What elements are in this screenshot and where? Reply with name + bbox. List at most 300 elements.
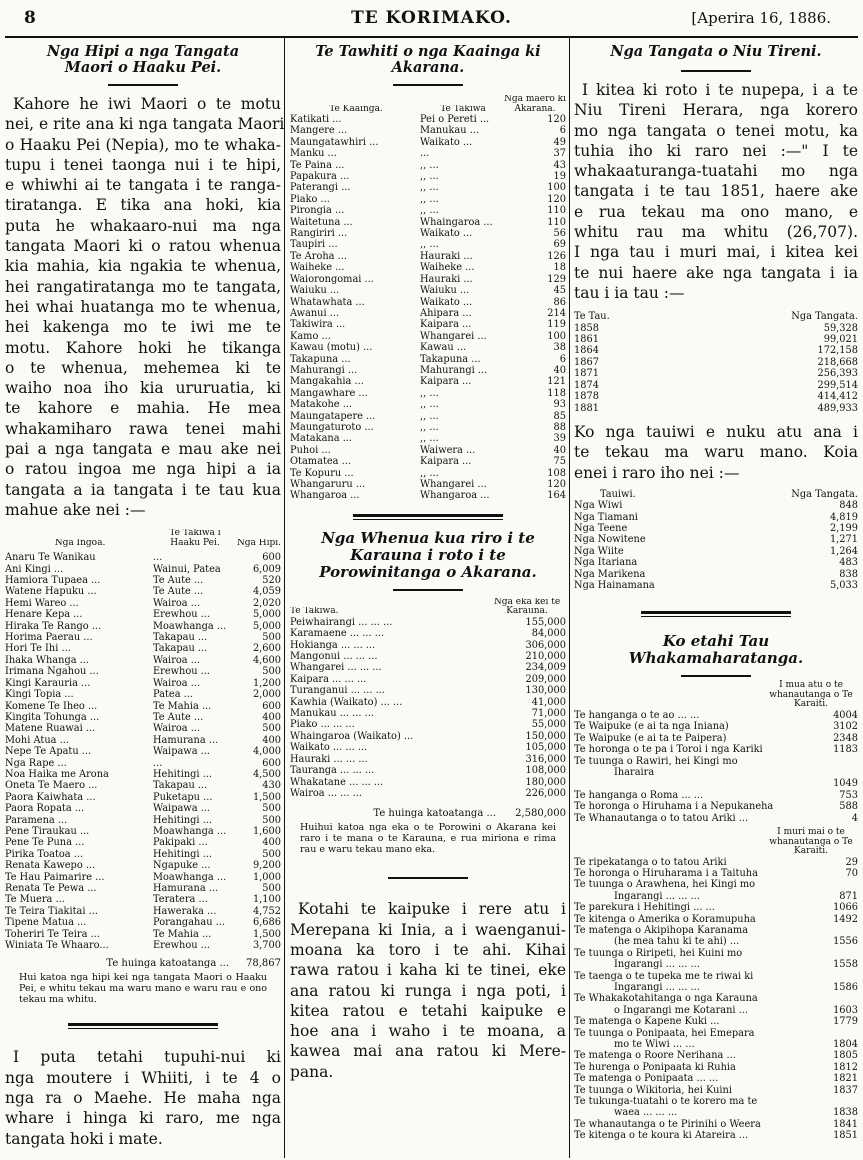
cell-name: Te tuunga o Wikitoria, hei Kuini bbox=[574, 1084, 732, 1096]
intro-line: Kahore he iwi Maori o te motu bbox=[13, 95, 281, 113]
crown-land-note: Huihui katoa nga eka o te Porowini o Akarana kei raro i te mana o te Karauna, e rua miriona e rima rau e waru tekau mano eka. bbox=[300, 822, 556, 856]
cell-name: Te horonga o Hiruharama i a Taituha bbox=[574, 867, 758, 879]
cell-name: Pene Tiraukau ... bbox=[5, 825, 90, 837]
intro-line: o te whenua, mehemea ki te bbox=[5, 358, 281, 377]
intro-line: I nga tau i muri mai, i kitea kei bbox=[574, 243, 858, 262]
cell-name: Nga Tiamani bbox=[574, 511, 638, 523]
cell-count: 6,009 bbox=[252, 563, 281, 575]
cell-place: Whaingaroa ... bbox=[420, 216, 493, 228]
before-christ-table bbox=[574, 710, 858, 824]
cell-count: 129 bbox=[547, 273, 566, 285]
cell-name: Hamiora Tupaea ... bbox=[5, 575, 101, 587]
table-row bbox=[290, 388, 566, 399]
cell-count: 500 bbox=[262, 632, 281, 644]
cell-place: Te Mahia ... bbox=[153, 928, 212, 940]
table-row bbox=[5, 837, 281, 848]
table-row bbox=[5, 678, 281, 689]
cell-name: Te matenga o Kapene Kuki ... bbox=[574, 1016, 720, 1028]
cell-place: Hehitingi ... bbox=[153, 814, 213, 826]
table-row bbox=[574, 1085, 858, 1096]
cell-count: 210,000 bbox=[525, 651, 566, 663]
table-row bbox=[574, 925, 858, 936]
cell-name: Kingi Topia ... bbox=[5, 689, 74, 701]
cell-count: 18 bbox=[553, 262, 566, 274]
table-row bbox=[574, 1073, 858, 1084]
intro-line: tangata Maori ki o ratou whenua bbox=[5, 237, 281, 256]
intro-line: te nui haere ake nga tangata i ia bbox=[574, 263, 858, 282]
total-label: Te huinga katoatanga ... bbox=[373, 808, 496, 820]
paragraph-line: tangata hoki i mate. bbox=[5, 1129, 163, 1148]
table-row bbox=[574, 391, 858, 402]
cell-count: 121 bbox=[547, 376, 566, 388]
cell-name: Paora Ropata ... bbox=[5, 803, 85, 815]
table-row bbox=[290, 433, 566, 444]
cell-name: Nga Rape ... bbox=[5, 757, 67, 769]
table-row bbox=[574, 345, 858, 356]
table-row bbox=[290, 490, 566, 501]
table-row bbox=[574, 1028, 858, 1039]
cell-name: Kawau (motu) ... bbox=[290, 342, 373, 354]
cell-count: 120 bbox=[547, 193, 566, 205]
intro-line: tangata a ia tangata i te tau kua bbox=[5, 480, 281, 499]
cell-count: 100 bbox=[547, 330, 566, 342]
cell-name: Mangawhare ... bbox=[290, 387, 368, 399]
cell-count: 155,000 bbox=[525, 616, 566, 628]
table-row bbox=[290, 422, 566, 433]
after-christ-header: I muri mai o te whanautanga o Te Karaiti. bbox=[769, 827, 853, 857]
cell-count: 1812 bbox=[833, 1061, 858, 1073]
heading-rule bbox=[108, 84, 178, 86]
cell-place: Moawhanga ... bbox=[153, 871, 227, 883]
cell-place: Puketapu ... bbox=[153, 791, 213, 803]
cell-place: Waikato ... bbox=[420, 296, 473, 308]
table-row bbox=[574, 1005, 858, 1016]
cell-name: Te hanganga o te ao ... ... bbox=[574, 709, 700, 721]
cell-name: Tauranga ... ... ... bbox=[290, 765, 375, 777]
cell-count bbox=[822, 1096, 858, 1107]
cell-count: 500 bbox=[262, 848, 281, 860]
cell-name: Te Aroha ... bbox=[290, 250, 347, 262]
cell-count: 2,600 bbox=[252, 643, 281, 655]
cell-count bbox=[822, 948, 858, 959]
table-row bbox=[290, 228, 566, 239]
cell-name: Te whanautanga o te Pirinihi o Weera bbox=[574, 1118, 761, 1130]
foreigners-intro bbox=[574, 422, 858, 483]
intro-line: tangata i te tau 1851, haere ake bbox=[574, 182, 858, 201]
cell-count: 753 bbox=[839, 789, 858, 801]
cell-count: 2348 bbox=[833, 732, 858, 744]
table-row bbox=[290, 194, 566, 205]
table-row bbox=[290, 411, 566, 422]
dates-heading: Ko etahi Tau Whakamaharatanga. bbox=[628, 632, 804, 668]
cell-place: Manukau ... bbox=[420, 125, 480, 137]
cell-place: Te Aute ... bbox=[153, 575, 204, 587]
cell-place: Kaipara ... bbox=[420, 319, 472, 331]
total-label: Te huinga katoatanga ... bbox=[106, 958, 229, 970]
cell-count: 1804 bbox=[833, 1039, 858, 1051]
cell-place: ,, ... bbox=[420, 159, 439, 171]
cell-place: Waiuku ... bbox=[420, 285, 470, 297]
header-year: Te Tau. bbox=[574, 311, 610, 323]
intro-line: mo nga tangata o tenei motu, ka bbox=[574, 121, 858, 140]
cell-name: mo te Wiwi ... ... bbox=[614, 1039, 695, 1051]
cell-name: Ingarangi ... ... ... bbox=[614, 982, 700, 993]
table-row bbox=[574, 1119, 858, 1130]
cell-count: 2,020 bbox=[252, 597, 281, 609]
table-row bbox=[5, 712, 281, 723]
cell-count: 1851 bbox=[833, 1130, 858, 1142]
cell-count: 45 bbox=[553, 285, 566, 297]
table-row bbox=[5, 894, 281, 905]
table-row bbox=[290, 685, 566, 696]
cell-name: Te horonga o Hiruhama i a Nepukaneha bbox=[574, 801, 774, 813]
cell-name: Te tukunga-tuatahi o te korero ma te bbox=[574, 1096, 758, 1108]
distance-article-heading: Te Tawhiti o nga Kaainga ki Akarana. bbox=[315, 43, 541, 76]
cell-place: Teratera ... bbox=[153, 894, 208, 906]
table-row bbox=[290, 674, 566, 685]
cell-name: Nepe Te Apatu ... bbox=[5, 746, 92, 758]
cell-place: Waiheke ... bbox=[420, 262, 475, 274]
cell-count: 40 bbox=[553, 444, 566, 456]
cell-name: Paora Kaiwhata ... bbox=[5, 791, 96, 803]
table-row bbox=[5, 575, 281, 586]
cell-name: Mangonui ... ... ... bbox=[290, 651, 378, 663]
table-row bbox=[574, 380, 858, 391]
cell-place: Kaipara ... bbox=[420, 456, 472, 468]
table-row bbox=[290, 651, 566, 662]
table-row bbox=[574, 1107, 858, 1118]
cell-name: Te Waipuke (e ai ta nga Iniana) bbox=[574, 721, 729, 733]
intro-line: kia mahia, kia ngakia te whenua, bbox=[5, 257, 281, 276]
table-row bbox=[5, 803, 281, 814]
intro-line: tupu i tenei taonga nui i te hipi, bbox=[5, 155, 281, 174]
cell-name: Pirongia ... bbox=[290, 205, 345, 217]
table-row bbox=[574, 557, 858, 568]
cell-count: 4,500 bbox=[252, 768, 281, 780]
cell-count: 108 bbox=[547, 467, 566, 479]
cell-count: 43 bbox=[553, 159, 566, 171]
table-row bbox=[574, 1039, 858, 1050]
table-row bbox=[290, 765, 566, 776]
header-name: Nga Ingoa. bbox=[54, 538, 106, 548]
intro-line: puta he whakaaro-nui ma nga bbox=[5, 216, 281, 235]
paragraph-line: Kotahi te kaipuke i rere atu i bbox=[298, 900, 566, 919]
cell-count: 4,752 bbox=[252, 905, 281, 917]
cell-name: 1864 bbox=[574, 345, 599, 357]
cell-name: Nga Wiwi bbox=[574, 500, 623, 512]
sheep-article-heading: Nga Hipi a nga Tangata Maori o Haaku Pei. bbox=[46, 43, 240, 76]
table-row bbox=[5, 666, 281, 677]
cell-count: 110 bbox=[547, 216, 566, 228]
cell-place: Hamurana ... bbox=[153, 883, 219, 895]
cell-name: Te matenga o Roore Nerihana ... bbox=[574, 1050, 736, 1062]
paragraph-line: nga ra o Maehe. He maha nga bbox=[5, 1089, 281, 1108]
cell-count: 234,009 bbox=[525, 662, 566, 674]
cell-name: Matakohe ... bbox=[290, 399, 353, 411]
table-row bbox=[290, 137, 566, 148]
total-value: 2,580,000 bbox=[515, 808, 566, 820]
cell-count: 5,000 bbox=[252, 609, 281, 621]
cell-count: 500 bbox=[262, 666, 281, 678]
cell-count: 1492 bbox=[833, 913, 858, 925]
cell-name: Henare Kepa ... bbox=[5, 609, 83, 621]
cell-name: Paterangi ... bbox=[290, 182, 351, 194]
cell-name: Mohi Atua ... bbox=[5, 734, 69, 746]
cell-count: 520 bbox=[262, 575, 281, 587]
cell-count: 75 bbox=[553, 456, 566, 468]
cell-count: 600 bbox=[262, 552, 281, 564]
cell-count: 1558 bbox=[833, 959, 858, 971]
cell-count: 6 bbox=[559, 125, 566, 137]
table-row bbox=[574, 982, 858, 993]
distance-table bbox=[290, 114, 566, 502]
cell-count: 120 bbox=[547, 479, 566, 490]
column-2 bbox=[290, 40, 566, 1082]
table-row bbox=[574, 1062, 858, 1073]
cell-name: Peiwhairangi ... ... ... bbox=[290, 616, 393, 628]
header-count: Nga Tangata. bbox=[791, 488, 858, 500]
cell-count: 126 bbox=[547, 250, 566, 262]
table-row bbox=[574, 891, 858, 902]
cell-count bbox=[822, 925, 858, 936]
sheep-article-intro bbox=[5, 94, 285, 520]
population-heading: Nga Tangata o Niu Tireni. bbox=[610, 43, 822, 60]
table-row bbox=[290, 617, 566, 628]
cell-count bbox=[822, 971, 858, 982]
table-row bbox=[5, 883, 281, 894]
cell-place: Takapau ... bbox=[153, 632, 208, 644]
cell-place: Waipawa ... bbox=[153, 803, 210, 815]
table-row bbox=[290, 274, 566, 285]
cell-place: Ahipara ... bbox=[420, 307, 472, 319]
table-row bbox=[290, 788, 566, 799]
intro-line: tau i ia tau :— bbox=[574, 283, 685, 302]
cell-name: Komene Te Iheo ... bbox=[5, 700, 98, 712]
paragraph-line: nga moutere i Whiiti, i te 4 o bbox=[5, 1068, 281, 1087]
cell-count: 5,033 bbox=[829, 580, 858, 592]
paragraph-line: kitea ratou e tetahi kaipuke e bbox=[290, 1001, 566, 1020]
cell-count: 1841 bbox=[833, 1118, 858, 1130]
cell-name: Matakana ... bbox=[290, 433, 353, 445]
table-row bbox=[290, 708, 566, 719]
intro-line: waiho noa iho kia ururuatia, ki bbox=[5, 379, 281, 398]
cell-name: Waiheke ... bbox=[290, 262, 345, 274]
cell-count: 838 bbox=[839, 568, 858, 580]
cell-place: Mahurangi ... bbox=[420, 364, 488, 376]
table-row bbox=[5, 735, 281, 746]
intro-line: whakaaturanga-tuatahi mo nga bbox=[574, 162, 858, 181]
intro-line: pai a nga tangata e mau ake nei bbox=[5, 440, 281, 459]
cell-count: 100 bbox=[547, 182, 566, 194]
cell-name: Papakura ... bbox=[290, 171, 350, 183]
cell-count: 400 bbox=[262, 734, 281, 746]
cell-name: Nga Hainamana bbox=[574, 580, 655, 592]
table-row bbox=[290, 731, 566, 742]
cell-count: 4004 bbox=[833, 709, 858, 721]
cell-count: 108,000 bbox=[525, 765, 566, 777]
table-row bbox=[574, 710, 858, 721]
cell-count: 93 bbox=[553, 399, 566, 411]
intro-line: I kitea ki roto i te nupepa, i a te bbox=[582, 81, 858, 99]
cell-count: 1,000 bbox=[252, 871, 281, 883]
cell-name: Te hurenga o Ponipaata ki Ruhia bbox=[574, 1061, 736, 1073]
cell-place: Whangarei ... bbox=[420, 330, 487, 342]
cell-name: Te matenga o Akipihopa Karanama bbox=[574, 924, 749, 936]
cell-name: 1871 bbox=[574, 368, 599, 380]
population-intro bbox=[574, 80, 858, 303]
sheep-table bbox=[5, 552, 281, 951]
table-row bbox=[5, 872, 281, 883]
cell-count: 49 bbox=[553, 136, 566, 148]
cell-place: Kawau ... bbox=[420, 342, 467, 354]
intro-line: tiratanga. E tika ana hoki, kia bbox=[5, 196, 281, 215]
table-row bbox=[574, 368, 858, 379]
masthead bbox=[0, 0, 863, 38]
table-row bbox=[574, 403, 858, 414]
cell-count: 4,059 bbox=[252, 586, 281, 598]
header-count: Nga Hipi. bbox=[236, 538, 281, 548]
table-row bbox=[5, 929, 281, 940]
cell-count: 306,000 bbox=[525, 639, 566, 651]
cell-count: 150,000 bbox=[525, 730, 566, 742]
heading-rule bbox=[681, 70, 751, 72]
cell-count: 19 bbox=[553, 171, 566, 183]
table-row bbox=[5, 598, 281, 609]
cell-name: Noa Haika me Arona bbox=[5, 768, 109, 780]
cell-name: Nga Teene bbox=[574, 523, 628, 535]
table-row bbox=[574, 813, 858, 824]
cell-name: Maungaturoto ... bbox=[290, 421, 374, 433]
cell-name: Ingarangi ... ... ... bbox=[614, 890, 700, 902]
cell-name: Te tuunga o Ponipaata, hei Emepara bbox=[574, 1027, 755, 1039]
cell-name: Te parekura i Hehitingi ... ... bbox=[574, 902, 715, 914]
cell-name: Watene Hapuku ... bbox=[5, 586, 97, 598]
cell-name: Whangaruru ... bbox=[290, 479, 366, 490]
cell-count: 6,686 bbox=[252, 917, 281, 929]
table-row bbox=[290, 308, 566, 319]
crown-land-table bbox=[290, 617, 566, 800]
cell-name: Kamo ... bbox=[290, 330, 331, 342]
cell-name: Takapuna ... bbox=[290, 353, 351, 365]
cell-name: Maungatapere ... bbox=[290, 410, 376, 422]
cell-count: 1603 bbox=[833, 1004, 858, 1016]
table-row bbox=[5, 746, 281, 757]
table-row bbox=[5, 780, 281, 791]
cell-count: 218,668 bbox=[817, 356, 858, 368]
cell-count: 59,328 bbox=[823, 322, 858, 334]
table-row bbox=[290, 251, 566, 262]
table-row bbox=[290, 479, 566, 490]
cell-count: 2,199 bbox=[829, 523, 858, 535]
cell-count: 226,000 bbox=[525, 787, 566, 799]
cell-count: 3,700 bbox=[252, 940, 281, 952]
cell-name: Iharaira bbox=[614, 767, 655, 778]
intro-line: e whiwhi ai te tangata i te ranga- bbox=[5, 176, 281, 195]
cell-count: 29 bbox=[845, 856, 858, 868]
column-1 bbox=[5, 40, 285, 1149]
cell-place: Takapuna ... bbox=[420, 353, 481, 365]
cell-count: 400 bbox=[262, 837, 281, 849]
cell-count: 180,000 bbox=[525, 776, 566, 788]
cell-name: Nga Itariana bbox=[574, 557, 638, 569]
storm-paragraph bbox=[5, 1047, 281, 1148]
cell-place: Waikato ... bbox=[420, 228, 473, 240]
cell-name: 1867 bbox=[574, 356, 599, 368]
intro-line: tuhia iho ki raro nei :—" I te bbox=[574, 141, 858, 160]
cell-place: Hehitingi ... bbox=[153, 848, 213, 860]
cell-name: Te Hau Paimarire ... bbox=[5, 871, 105, 883]
cell-name: Renata Te Pewa ... bbox=[5, 883, 97, 895]
cell-count: 130,000 bbox=[525, 685, 566, 697]
cell-count: 209,000 bbox=[525, 673, 566, 685]
table-row bbox=[574, 512, 858, 523]
cell-place: Hauraki ... bbox=[420, 273, 473, 285]
cell-name: 1878 bbox=[574, 391, 599, 403]
table-row bbox=[5, 655, 281, 666]
crown-land-heading: Nga Whenua kua riro i te Karauna i roto i te Porowinitanga o Akarana. bbox=[319, 528, 537, 581]
cell-name: (he mea tahu ki te ahi) ... bbox=[614, 936, 740, 948]
table-row bbox=[290, 697, 566, 708]
table-row bbox=[574, 857, 858, 868]
header-name: Tauiwi. bbox=[600, 488, 636, 500]
cell-count: 4 bbox=[851, 812, 858, 824]
cell-place: ,, ... bbox=[420, 182, 439, 194]
intro-line: motu. Kahore hoki he tikanga bbox=[5, 338, 281, 357]
table-row bbox=[5, 906, 281, 917]
cell-name: Turanganui ... ... ... bbox=[290, 685, 385, 697]
table-row bbox=[290, 285, 566, 296]
sheep-total-row bbox=[5, 957, 281, 970]
table-row bbox=[574, 936, 858, 947]
cell-name: Piako ... bbox=[290, 193, 330, 205]
table-row bbox=[574, 1096, 858, 1107]
cell-name: Whakatane ... ... ... bbox=[290, 776, 384, 788]
paragraph-line: Merepana ki Inia, a i waenganui- bbox=[290, 920, 566, 939]
cell-place: Hehitingi ... bbox=[153, 768, 213, 780]
column-rule-1 bbox=[284, 38, 285, 1158]
cell-count bbox=[822, 1028, 858, 1039]
cell-name: Te tuunga o Riripeti, hei Kuini mo bbox=[574, 947, 743, 959]
cell-place: Waikato ... bbox=[420, 136, 473, 148]
cell-place: Moawhanga ... bbox=[153, 825, 227, 837]
table-row bbox=[5, 689, 281, 700]
cell-place: ... bbox=[420, 148, 430, 160]
cell-name: Te Muera ... bbox=[5, 894, 65, 906]
cell-place: ... bbox=[153, 552, 163, 564]
cell-name: Kaipara ... ... ... bbox=[290, 673, 367, 685]
cell-name: Te hanganga o Roma ... ... bbox=[574, 789, 704, 801]
cell-name: Kingi Karauria ... bbox=[5, 677, 91, 689]
cell-count: 56 bbox=[553, 228, 566, 240]
cell-count: 9,200 bbox=[252, 860, 281, 872]
sheep-note: Hui katoa nga hipi kei nga tangata Maori o Haaku Pei, e whitu tekau ma waru mano e waru rau e ono tekau ma whitu. bbox=[19, 972, 267, 1006]
paragraph-line: whare i hinga ki raro, me nga bbox=[5, 1109, 281, 1128]
cell-name: Waikato ... ... ... bbox=[290, 742, 368, 754]
section-rule bbox=[388, 877, 468, 879]
table-row bbox=[574, 1130, 858, 1141]
ship-fire-paragraph bbox=[290, 899, 566, 1082]
table-row bbox=[290, 354, 566, 365]
cell-name: Te Paina ... bbox=[290, 159, 345, 171]
cell-count: 39 bbox=[553, 433, 566, 445]
cell-name: Paramena ... bbox=[5, 814, 68, 826]
cell-count: 299,514 bbox=[817, 379, 858, 391]
cell-count: 84,000 bbox=[531, 628, 566, 640]
cell-count: 164 bbox=[547, 490, 566, 502]
cell-count: 69 bbox=[553, 239, 566, 251]
table-row bbox=[5, 632, 281, 643]
section-divider bbox=[641, 611, 791, 617]
